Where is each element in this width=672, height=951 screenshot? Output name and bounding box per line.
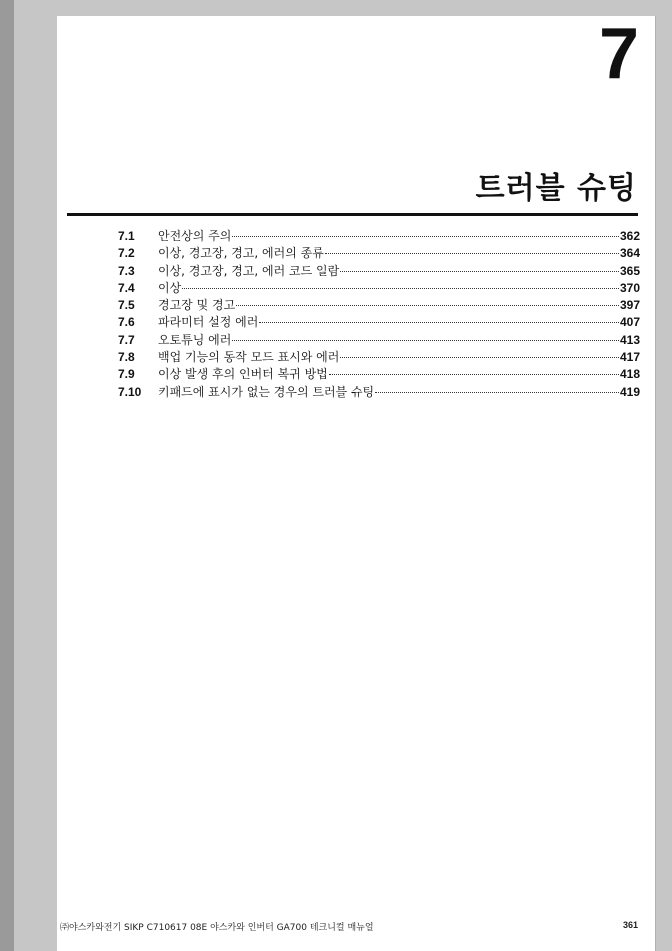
toc-leader-dots <box>259 322 619 323</box>
toc-entry[interactable] <box>118 383 640 400</box>
toc-entry-page: 407 <box>619 315 640 330</box>
toc-entry[interactable] <box>118 227 640 244</box>
toc-leader-dots <box>232 236 619 237</box>
toc-entry-title: 이상 발생 후의 인버터 복귀 방법 <box>158 367 328 382</box>
toc-entry-number: 7.3 <box>118 263 135 278</box>
toc-entry-title: 이상, 경고장, 경고, 에러 코드 일람 <box>158 263 340 278</box>
toc-entry[interactable] <box>118 313 640 330</box>
toc-leader-dots <box>340 357 619 358</box>
toc-entry[interactable] <box>118 348 640 365</box>
toc-entry-page: 419 <box>619 384 640 399</box>
toc-entry-title: 이상 <box>158 280 182 295</box>
toc-entry-page: 413 <box>619 332 640 347</box>
toc-entry-page: 370 <box>619 280 640 295</box>
toc-entry[interactable] <box>118 296 640 313</box>
toc-entry[interactable] <box>118 331 640 348</box>
toc-entry-page: 397 <box>619 298 640 313</box>
toc-entry-title: 파라미터 설정 에러 <box>158 315 259 330</box>
table-of-contents <box>118 227 640 400</box>
toc-entry-title: 키패드에 표시가 없는 경우의 트러블 슈팅 <box>158 384 375 399</box>
toc-entry-number: 7.10 <box>118 384 142 399</box>
toc-entry-number: 7.1 <box>118 229 135 243</box>
toc-entry-page: 418 <box>619 367 640 382</box>
toc-leader-dots <box>236 305 619 306</box>
toc-leader-dots <box>182 288 619 289</box>
toc-entry-title: 오토튜닝 에러 <box>158 332 232 347</box>
toc-entry-page: 362 <box>619 229 640 243</box>
toc-leader-dots <box>325 253 619 254</box>
toc-entry-title: 경고장 및 경고 <box>158 298 236 313</box>
toc-entry[interactable] <box>118 365 640 382</box>
toc-entry-page: 364 <box>619 246 640 261</box>
document-page <box>57 16 655 951</box>
chapter-title: 트러블 슈팅 <box>475 171 637 206</box>
toc-entry-number: 7.8 <box>118 350 135 365</box>
toc-entry-title: 안전상의 주의 <box>158 229 232 243</box>
toc-leader-dots <box>232 340 619 341</box>
toc-entry[interactable] <box>118 279 640 296</box>
footer-document-info: ㈜야스카와전기 SIKP C710617 08E 야스카와 인버터 GA700 테크니컬 매뉴얼 <box>60 923 374 933</box>
footer-page-number: 361 <box>622 920 638 930</box>
toc-leader-dots <box>340 271 619 272</box>
toc-entry-number: 7.7 <box>118 332 135 347</box>
page-footer <box>60 920 638 933</box>
toc-entry[interactable] <box>118 262 640 279</box>
viewer-background-edge <box>0 0 14 951</box>
chapter-number: 7 <box>598 14 637 94</box>
toc-entry-number: 7.5 <box>118 298 135 313</box>
toc-entry[interactable] <box>118 244 640 261</box>
title-divider <box>67 213 638 216</box>
toc-entry-number: 7.6 <box>118 315 135 330</box>
toc-entry-number: 7.9 <box>118 367 135 382</box>
toc-leader-dots <box>329 374 619 375</box>
toc-entry-title: 백업 기능의 동작 모드 표시와 에러 <box>158 350 340 365</box>
toc-entry-page: 365 <box>619 263 640 278</box>
toc-entry-title: 이상, 경고장, 경고, 에러의 종류 <box>158 246 324 261</box>
toc-entry-number: 7.2 <box>118 246 135 261</box>
toc-leader-dots <box>375 392 619 393</box>
toc-entry-page: 417 <box>619 350 640 365</box>
toc-entry-number: 7.4 <box>118 280 135 295</box>
